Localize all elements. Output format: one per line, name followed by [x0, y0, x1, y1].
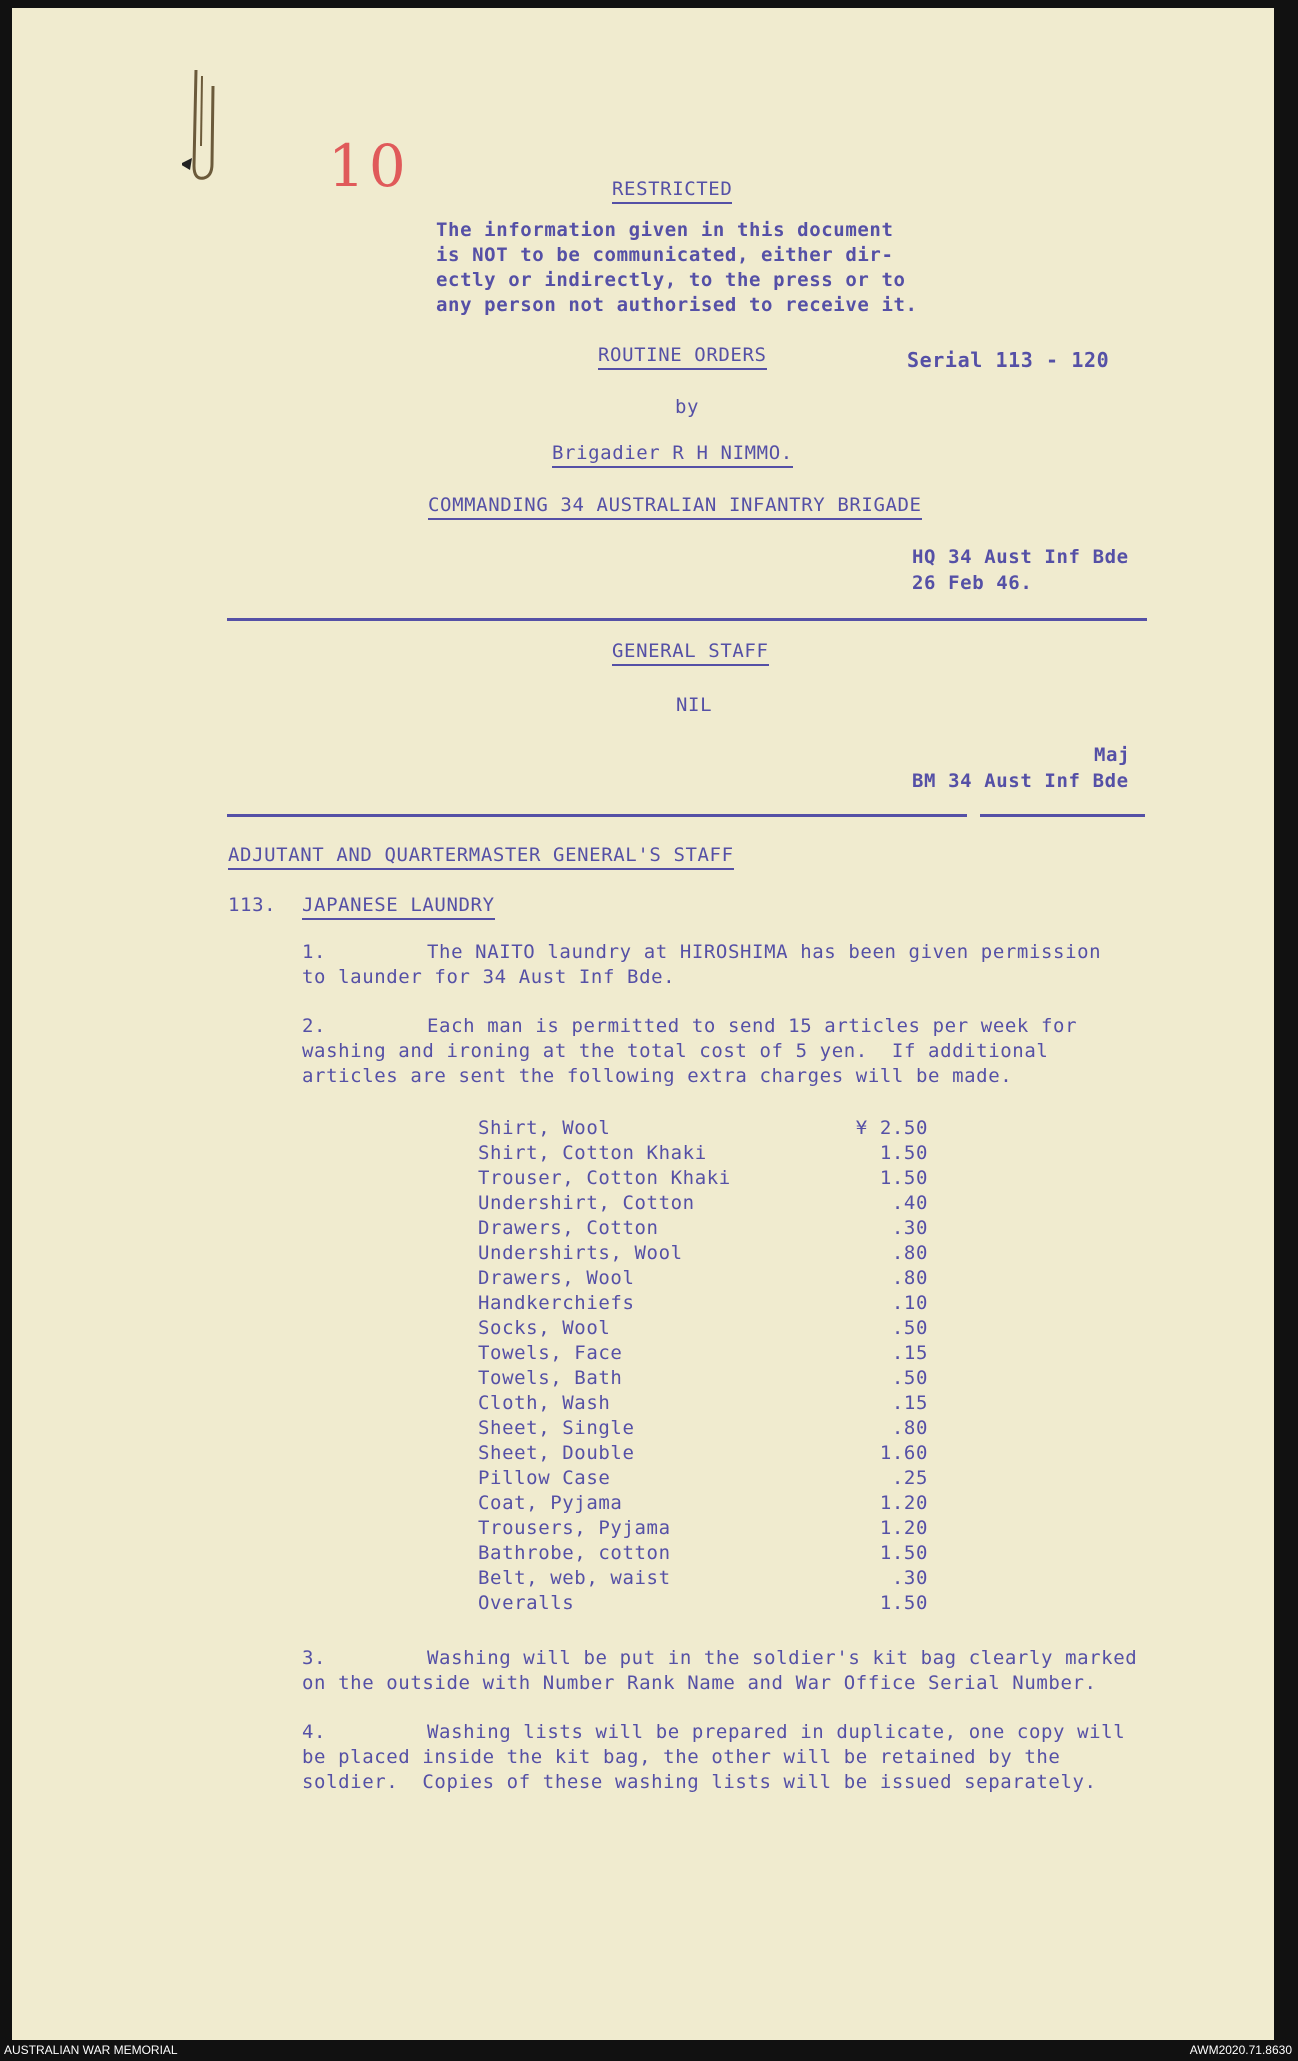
- author: Brigadier R H NIMMO.: [552, 442, 793, 468]
- paragraph-number: 2.: [302, 1015, 327, 1037]
- caveat-line: any person not authorised to receive it.: [436, 294, 918, 316]
- price-item: Drawers, Wool: [478, 1267, 635, 1289]
- price-item: Drawers, Cotton: [478, 1217, 659, 1239]
- date-line: 26 Feb 46.: [912, 572, 1033, 594]
- paragraph-line: The NAITO laundry at HIROSHIMA has been given permission: [427, 941, 1102, 963]
- price-row: [478, 1191, 928, 1216]
- general-staff-heading: GENERAL STAFF: [612, 640, 769, 666]
- divider: [227, 618, 1147, 621]
- price-item: Handkerchiefs: [478, 1292, 635, 1314]
- paragraph-number: 4.: [302, 1721, 327, 1743]
- price-value: 1.20: [879, 1492, 928, 1514]
- price-value: 1.20: [879, 1517, 928, 1539]
- price-item: Cloth, Wash: [478, 1392, 611, 1414]
- price-item: Belt, web, waist: [478, 1567, 671, 1589]
- price-row: [478, 1291, 928, 1316]
- price-value: .50: [891, 1317, 928, 1339]
- paragraph-1: [302, 940, 1101, 990]
- paragraph-number: 1.: [302, 941, 327, 963]
- price-value: .30: [891, 1217, 928, 1239]
- serial-number: Serial 113 - 120: [907, 348, 1110, 372]
- paragraph-line: washing and ironing at the total cost of 5 yen. If additional: [302, 1040, 1049, 1062]
- price-row: [478, 1166, 928, 1191]
- paragraph-line: Washing will be put in the soldier's kit bag clearly marked: [427, 1647, 1138, 1669]
- paragraph-4: [302, 1720, 1125, 1795]
- price-value: .40: [891, 1192, 928, 1214]
- price-item: Overalls: [478, 1592, 575, 1614]
- caveat-line: ectly or indirectly, to the press or to: [436, 269, 906, 291]
- price-row: [478, 1366, 928, 1391]
- price-value: .80: [891, 1267, 928, 1289]
- paragraph-line: on the outside with Number Rank Name and War Office Serial Number.: [302, 1672, 1097, 1694]
- item-title: JAPANESE LAUNDRY: [302, 894, 495, 920]
- command-line: COMMANDING 34 AUSTRALIAN INFANTRY BRIGADE: [428, 494, 922, 520]
- price-item: Shirt, Cotton Khaki: [478, 1142, 707, 1164]
- price-value: .25: [891, 1467, 928, 1489]
- price-row: [478, 1116, 928, 1141]
- price-value: 1.50: [879, 1542, 928, 1564]
- price-value: ¥ 2.50: [855, 1117, 928, 1139]
- price-value: 1.50: [879, 1167, 928, 1189]
- item-number: 113.: [228, 894, 277, 916]
- price-item: Coat, Pyjama: [478, 1492, 623, 1514]
- price-item: Trousers, Pyjama: [478, 1517, 671, 1539]
- paragraph-line: Washing lists will be prepared in duplicate, one copy will: [427, 1721, 1126, 1743]
- caveat-line: The information given in this document: [436, 219, 894, 241]
- paragraph-line: be placed inside the kit bag, the other will be retained by the: [302, 1746, 1061, 1768]
- paragraph-line: to launder for 34 Aust Inf Bde.: [302, 966, 676, 988]
- hq-line: HQ 34 Aust Inf Bde: [912, 546, 1129, 568]
- price-row: [478, 1216, 928, 1241]
- price-value: 1.60: [879, 1442, 928, 1464]
- price-row: [478, 1141, 928, 1166]
- price-row: [478, 1316, 928, 1341]
- paragraph-line: Each man is permitted to send 15 articles per week for: [427, 1015, 1078, 1037]
- price-row: [478, 1416, 928, 1441]
- price-value: .80: [891, 1417, 928, 1439]
- price-row: [478, 1441, 928, 1466]
- price-item: Pillow Case: [478, 1467, 611, 1489]
- price-item: Socks, Wool: [478, 1317, 611, 1339]
- price-item: Towels, Face: [478, 1342, 623, 1364]
- price-value: .10: [891, 1292, 928, 1314]
- footer-accession: AWM2020.71.8630: [1189, 2043, 1292, 2057]
- divider: [227, 814, 967, 817]
- price-value: .80: [891, 1242, 928, 1264]
- document-title: ROUTINE ORDERS: [598, 344, 767, 370]
- by-label: by: [675, 396, 700, 418]
- general-staff-body: NIL: [676, 694, 713, 716]
- paragraph-2: [302, 1014, 1077, 1089]
- price-value: .15: [891, 1392, 928, 1414]
- divider: [980, 814, 1145, 817]
- classification: RESTRICTED: [612, 178, 732, 204]
- price-item: Undershirts, Wool: [478, 1242, 683, 1264]
- price-row: [478, 1541, 928, 1566]
- price-row: [478, 1566, 928, 1591]
- signature-rank: Maj: [1094, 744, 1131, 766]
- paragraph-number: 3.: [302, 1647, 327, 1669]
- price-row: [478, 1466, 928, 1491]
- price-item: Shirt, Wool: [478, 1117, 611, 1139]
- price-item: Towels, Bath: [478, 1367, 623, 1389]
- caveat-line: is NOT to be communicated, either dir-: [436, 244, 894, 266]
- price-value: .15: [891, 1342, 928, 1364]
- caveat-block: [436, 218, 918, 318]
- price-item: Sheet, Double: [478, 1442, 635, 1464]
- price-item: Bathrobe, cotton: [478, 1542, 671, 1564]
- price-list: [478, 1116, 928, 1616]
- price-row: [478, 1266, 928, 1291]
- paragraph-line: soldier. Copies of these washing lists will be issued separately.: [302, 1771, 1097, 1793]
- price-row: [478, 1491, 928, 1516]
- price-row: [478, 1391, 928, 1416]
- price-value: 1.50: [879, 1142, 928, 1164]
- price-value: .30: [891, 1567, 928, 1589]
- price-value: 1.50: [879, 1592, 928, 1614]
- price-value: .50: [891, 1367, 928, 1389]
- aqmg-heading: ADJUTANT AND QUARTERMASTER GENERAL'S STAFF: [228, 844, 734, 870]
- price-row: [478, 1516, 928, 1541]
- price-item: Undershirt, Cotton: [478, 1192, 695, 1214]
- price-row: [478, 1241, 928, 1266]
- signature-unit: BM 34 Aust Inf Bde: [912, 770, 1129, 792]
- paragraph-3: [302, 1646, 1137, 1696]
- handwritten-mark: 10: [328, 132, 410, 200]
- document-sheet: [12, 8, 1274, 2040]
- price-row: [478, 1341, 928, 1366]
- footer-credit: AUSTRALIAN WAR MEMORIAL: [4, 2043, 178, 2057]
- paper-clip-icon: [182, 66, 222, 186]
- price-item: Trouser, Cotton Khaki: [478, 1167, 731, 1189]
- price-row: [478, 1591, 928, 1616]
- paragraph-line: articles are sent the following extra charges will be made.: [302, 1065, 1013, 1087]
- price-item: Sheet, Single: [478, 1417, 635, 1439]
